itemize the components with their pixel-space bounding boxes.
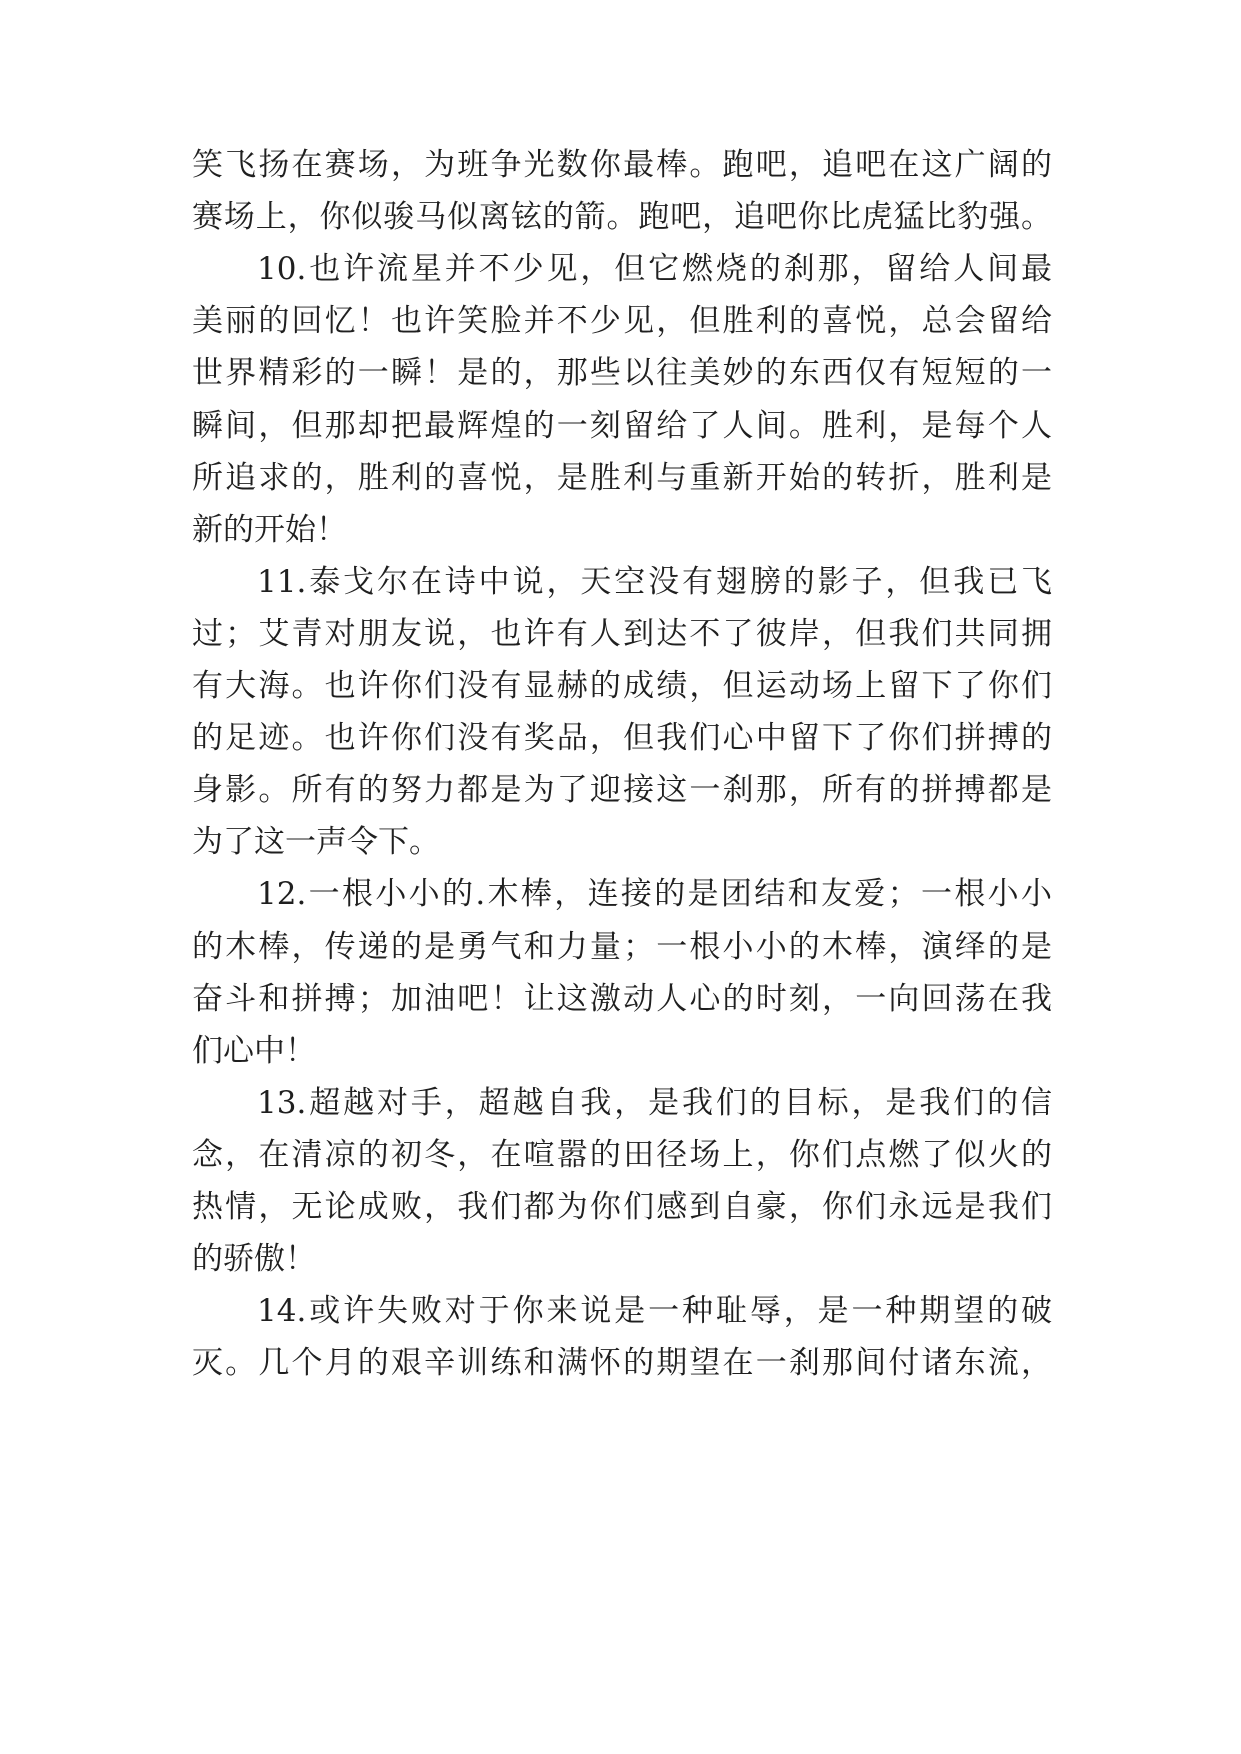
text-line: 念，在清凉的初冬，在喧嚣的田径场上，你们点燃了似火的 bbox=[192, 1137, 1052, 1173]
text-line: 的骄傲！ bbox=[192, 1241, 316, 1277]
text-line: 世界精彩的一瞬！是的，那些以往美妙的东西仅有短短的一 bbox=[192, 355, 1052, 391]
text-line: 赛场上，你似骏马似离铉的箭。跑吧，追吧你比虎猛比豹强。 bbox=[192, 199, 1052, 235]
text-line: 瞬间，但那却把最辉煌的一刻留给了人间。胜利，是每个人 bbox=[192, 408, 1052, 444]
text-line: 有大海。也许你们没有显赫的成绩，但运动场上留下了你们 bbox=[192, 668, 1052, 704]
text-line: 新的开始！ bbox=[192, 512, 347, 548]
text-line: 过；艾青对朋友说，也许有人到达不了彼岸，但我们共同拥 bbox=[192, 616, 1052, 652]
text-line: 热情，无论成败，我们都为你们感到自豪，你们永远是我们 bbox=[192, 1189, 1052, 1225]
text-line: 11.泰戈尔在诗中说，天空没有翅膀的影子，但我已飞 bbox=[257, 564, 1052, 600]
text-line: 为了这一声令下。 bbox=[192, 824, 440, 860]
text-line: 14.或许失败对于你来说是一种耻辱，是一种期望的破 bbox=[257, 1293, 1052, 1329]
text-line: 所追求的，胜利的喜悦，是胜利与重新开始的转折，胜利是 bbox=[192, 460, 1052, 496]
text-line: 12.一根小小的.木棒，连接的是团结和友爱；一根小小 bbox=[257, 876, 1052, 912]
text-line: 笑飞扬在赛场，为班争光数你最棒。跑吧，追吧在这广阔的 bbox=[192, 147, 1052, 183]
text-line: 奋斗和拼搏；加油吧！让这激动人心的时刻，一向回荡在我 bbox=[192, 981, 1052, 1017]
text-line: 的足迹。也许你们没有奖品，但我们心中留下了你们拼搏的 bbox=[192, 720, 1052, 756]
text-line: 美丽的回忆！也许笑脸并不少见，但胜利的喜悦，总会留给 bbox=[192, 303, 1052, 339]
text-line: 的木棒，传递的是勇气和力量；一根小小的木棒，演绎的是 bbox=[192, 929, 1052, 965]
text-line: 身影。所有的努力都是为了迎接这一刹那，所有的拼搏都是 bbox=[192, 772, 1052, 808]
text-line: 们心中！ bbox=[192, 1033, 316, 1069]
text-line: 13.超越对手，超越自我，是我们的目标，是我们的信 bbox=[257, 1085, 1052, 1121]
text-line: 10.也许流星并不少见，但它燃烧的刹那，留给人间最 bbox=[257, 251, 1052, 287]
text-line: 灭。几个月的艰辛训练和满怀的期望在一刹那间付诸东流， bbox=[192, 1345, 1052, 1381]
